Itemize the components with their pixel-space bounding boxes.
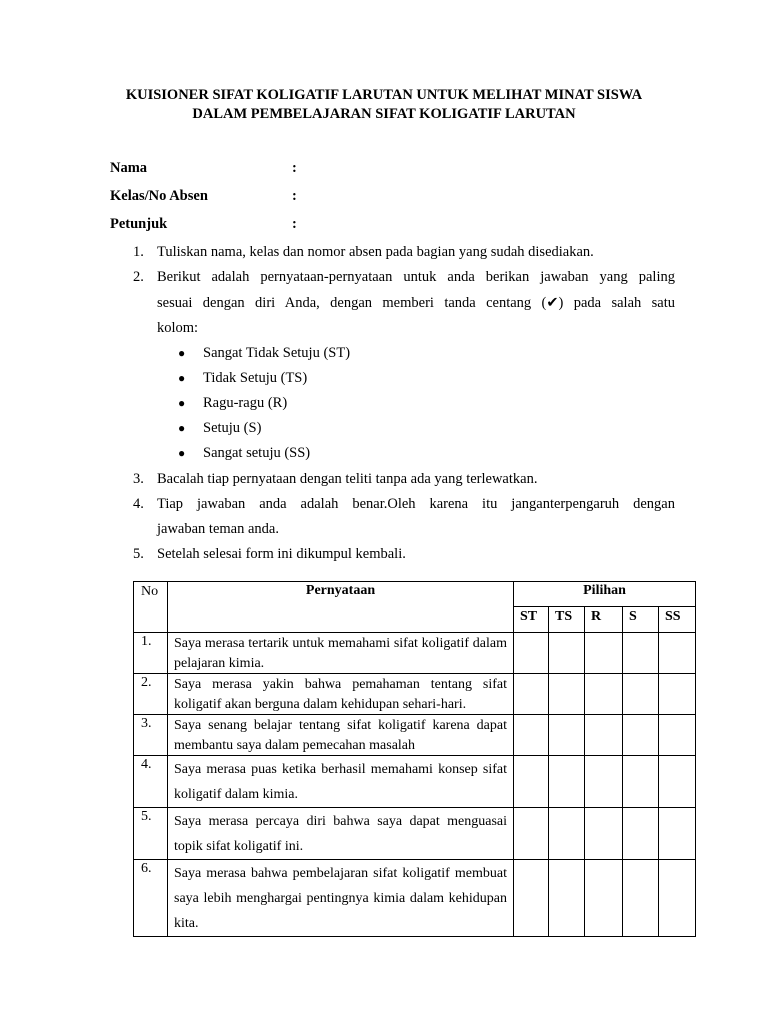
document-title <box>0 86 768 124</box>
row-statement: Saya merasa percaya diri bahwa saya dapat menguasai topik sifat koligatif ini. <box>168 808 514 860</box>
table-row <box>134 808 696 860</box>
answer-cell-st[interactable] <box>514 860 549 937</box>
instruction-number: 1. <box>133 244 144 260</box>
header-choice-r: R <box>585 607 623 633</box>
header-choice: Pilihan <box>514 582 696 607</box>
instruction-number: 3. <box>133 471 144 487</box>
row-number: 3. <box>134 715 168 756</box>
row-number: 6. <box>134 860 168 937</box>
answer-option: Sangat Tidak Setuju (ST) <box>203 345 351 361</box>
bullet-icon: ● <box>178 346 186 360</box>
row-statement: Saya senang belajar tentang sifat koligatif karena dapat membantu saya dalam pemecahan masalah <box>168 715 514 756</box>
field-label-petunjuk: Petunjuk <box>110 216 168 232</box>
answer-cell-st[interactable] <box>514 808 549 860</box>
answer-cell-ts[interactable] <box>549 715 585 756</box>
header-choice-ts: TS <box>549 607 585 633</box>
row-number: 5. <box>134 808 168 860</box>
answer-cell-r[interactable] <box>585 860 623 937</box>
answer-cell-st[interactable] <box>514 756 549 808</box>
instruction-text: Berikut adalah pernyataan-pernyataan untuk anda berikan jawaban yang paling <box>157 269 675 285</box>
answer-cell-ts[interactable] <box>549 808 585 860</box>
row-statement: Saya merasa tertarik untuk memahami sifat koligatif dalam pelajaran kimia. <box>168 633 514 674</box>
answer-cell-st[interactable] <box>514 674 549 715</box>
answer-cell-r[interactable] <box>585 715 623 756</box>
answer-cell-ts[interactable] <box>549 674 585 715</box>
instruction-text: Bacalah tiap pernyataan dengan teliti tanpa ada yang terlewatkan. <box>157 471 538 487</box>
answer-cell-r[interactable] <box>585 674 623 715</box>
answer-cell-ts[interactable] <box>549 756 585 808</box>
answer-cell-r[interactable] <box>585 808 623 860</box>
field-label-nama: Nama <box>110 160 148 176</box>
answer-cell-ss[interactable] <box>659 808 696 860</box>
answer-option: Setuju (S) <box>203 420 262 436</box>
instruction-text: sesuai dengan diri Anda, dengan memberi tanda centang (✔) pada salah satu <box>157 295 675 311</box>
table-row <box>134 756 696 808</box>
answer-cell-ts[interactable] <box>549 633 585 674</box>
answer-cell-st[interactable] <box>514 715 549 756</box>
answer-cell-s[interactable] <box>623 860 659 937</box>
answer-option: Tidak Setuju (TS) <box>203 370 308 386</box>
row-statement: Saya merasa bahwa pembelajaran sifat koligatif membuat saya lebih menghargai pentingnya kimia dalam kehidupan kita. <box>168 860 514 937</box>
bullet-icon: ● <box>178 371 186 385</box>
questionnaire-table <box>133 581 696 937</box>
answer-cell-ts[interactable] <box>549 860 585 937</box>
answer-cell-s[interactable] <box>623 674 659 715</box>
header-choice-s: S <box>623 607 659 633</box>
bullet-icon: ● <box>178 421 186 435</box>
header-no: No <box>134 582 168 633</box>
instruction-text: jawaban teman anda. <box>157 521 279 537</box>
instruction-number: 5. <box>133 546 144 562</box>
header-choice-ss: SS <box>659 607 696 633</box>
answer-cell-ss[interactable] <box>659 633 696 674</box>
row-number: 4. <box>134 756 168 808</box>
title-line-1: KUISIONER SIFAT KOLIGATIF LARUTAN UNTUK MELIHAT MINAT SISWA <box>125 87 643 103</box>
instruction-number: 2. <box>133 269 144 285</box>
row-statement: Saya merasa puas ketika berhasil memahami konsep sifat koligatif dalam kimia. <box>168 756 514 808</box>
table-row <box>134 633 696 674</box>
answer-cell-r[interactable] <box>585 633 623 674</box>
field-colon-petunjuk: : <box>292 216 297 232</box>
instruction-text: Tuliskan nama, kelas dan nomor absen pada bagian yang sudah disediakan. <box>157 244 594 260</box>
answer-option: Ragu-ragu (R) <box>203 395 288 411</box>
title-line-2: DALAM PEMBELAJARAN SIFAT KOLIGATIF LARUTAN <box>192 106 576 122</box>
field-colon-kelas: : <box>292 188 297 204</box>
answer-cell-s[interactable] <box>623 756 659 808</box>
bullet-icon: ● <box>178 396 186 410</box>
table-row <box>134 674 696 715</box>
answer-option: Sangat setuju (SS) <box>203 445 311 461</box>
table-header-row <box>134 582 696 607</box>
header-choice-st: ST <box>514 607 549 633</box>
answer-cell-s[interactable] <box>623 633 659 674</box>
header-statement: Pernyataan <box>168 582 514 633</box>
instruction-text: Tiap jawaban anda adalah benar.Oleh karena itu janganterpengaruh dengan <box>157 496 675 512</box>
instruction-number: 4. <box>133 496 144 512</box>
table-row <box>134 860 696 937</box>
row-number: 2. <box>134 674 168 715</box>
row-number: 1. <box>134 633 168 674</box>
answer-cell-st[interactable] <box>514 633 549 674</box>
instruction-text: kolom: <box>157 320 199 336</box>
answer-cell-ss[interactable] <box>659 715 696 756</box>
answer-cell-s[interactable] <box>623 715 659 756</box>
answer-cell-r[interactable] <box>585 756 623 808</box>
answer-cell-ss[interactable] <box>659 756 696 808</box>
instruction-text: Setelah selesai form ini dikumpul kembali. <box>157 546 406 562</box>
answer-cell-ss[interactable] <box>659 674 696 715</box>
answer-cell-ss[interactable] <box>659 860 696 937</box>
row-statement: Saya merasa yakin bahwa pemahaman tentang sifat koligatif akan berguna dalam kehidupan sehari-hari. <box>168 674 514 715</box>
bullet-icon: ● <box>178 446 186 460</box>
table-row <box>134 715 696 756</box>
field-colon-nama: : <box>292 160 297 176</box>
field-label-kelas: Kelas/No Absen <box>110 188 208 204</box>
answer-cell-s[interactable] <box>623 808 659 860</box>
